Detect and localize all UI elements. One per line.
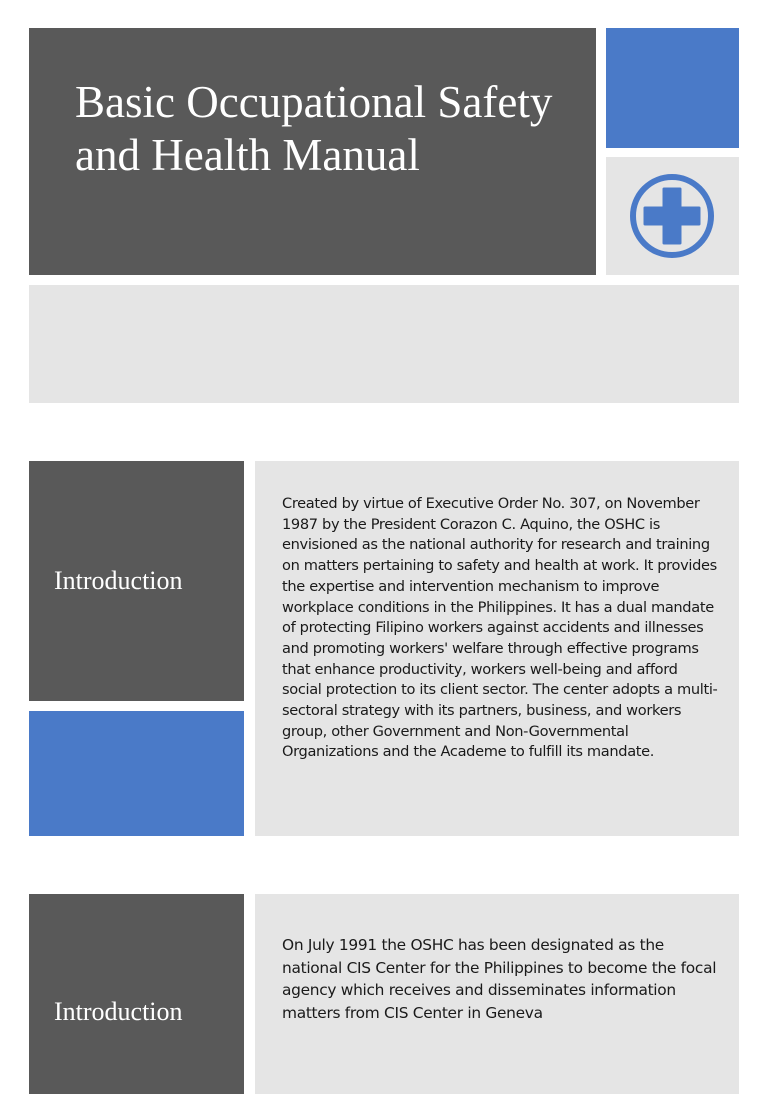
section-label-block bbox=[29, 461, 244, 701]
document-title: Basic Occupational Safety and Health Manual bbox=[75, 77, 553, 180]
icon-tile bbox=[606, 157, 739, 275]
section-body-text: On July 1991 the OSHC has been designated as the national CIS Center for the Philippines to become the focal agency which receives and disseminates information matters from CIS Center in Geneva bbox=[282, 936, 717, 1022]
section-text-block bbox=[255, 894, 739, 1094]
section-heading: Introduction bbox=[54, 566, 183, 595]
section-label-block bbox=[29, 894, 244, 1094]
section-text-block bbox=[255, 461, 739, 836]
decorative-blue-tile bbox=[606, 28, 739, 148]
title-block bbox=[29, 28, 596, 275]
plus-circle-icon bbox=[629, 173, 715, 259]
subtitle-banner bbox=[29, 285, 739, 403]
decorative-blue-tile bbox=[29, 711, 244, 836]
section-body-text: Created by virtue of Executive Order No. 307, on November 1987 by the President Corazon C. Aquino, the OSHC is envisioned as the national authority for research and training on matters pertaining to safety and health at work. It provides the expertise and intervention mechanism to improve workplace conditions in the Philippines. It has a dual mandate of protecting Filipino workers against accidents and illnesses and promoting workers' welfare through effective programs that enhance productivity, workers well-being and afford social protection to its client sector. The center adopts a multi-sectoral strategy with its partners, business, and workers group, other Government and Non-Governmental Organizations and the Academe to fulfill its mandate. bbox=[282, 495, 718, 761]
section-heading: Introduction bbox=[54, 997, 183, 1026]
